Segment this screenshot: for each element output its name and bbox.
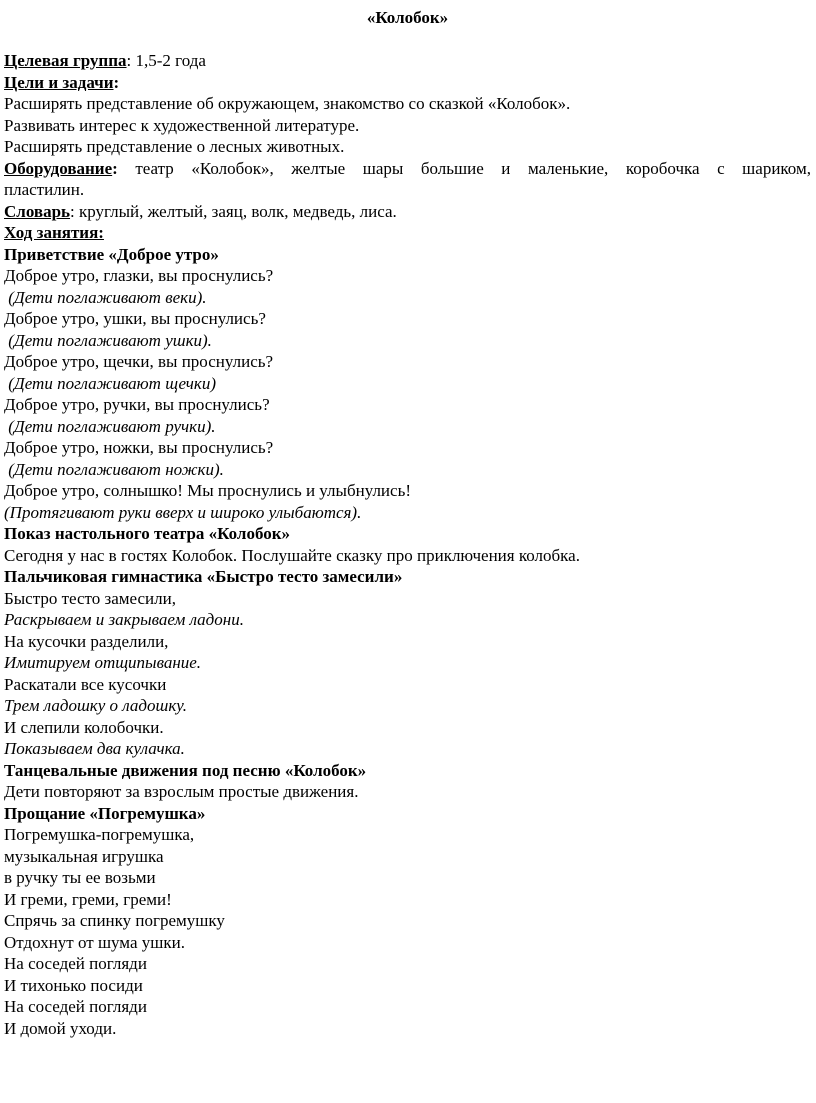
text-line <box>4 695 811 717</box>
document-title: «Колобок» <box>366 8 449 27</box>
text-segment: На соседей погляди <box>4 954 147 973</box>
text-line <box>4 609 811 631</box>
text-segment: : круглый, желтый, заяц, волк, медведь, лиса. <box>70 201 397 221</box>
text-line <box>4 437 811 459</box>
text-line <box>4 394 811 416</box>
text-line <box>4 330 811 352</box>
text-line <box>4 351 811 373</box>
text-segment: театр «Колобок», желтые шары большие и маленькие, коробочка с шариком, <box>117 158 811 178</box>
text-segment: Доброе утро, солнышко! Мы проснулись и улыбнулись! <box>4 481 411 500</box>
text-segment: И тихонько посиди <box>4 975 143 995</box>
text-line <box>4 631 811 653</box>
text-line <box>4 588 811 610</box>
text-line <box>4 975 811 997</box>
text-segment: Расширять представление о лесных животных. <box>4 137 345 156</box>
text-segment: Сегодня у нас в гостях Колобок. Послушайте сказку про приключения колобка. <box>4 545 580 565</box>
text-line <box>4 459 811 481</box>
text-segment: Танцевальные движения под песню «Колобок» <box>4 760 367 780</box>
text-segment: И слепили колобочки. <box>4 717 164 737</box>
text-segment: (Дети поглаживают веки). <box>4 287 207 307</box>
text-segment: Пальчиковая гимнастика «Быстро тесто замесили» <box>4 567 403 586</box>
text-line <box>4 738 811 760</box>
text-segment: И домой уходи. <box>4 1018 117 1038</box>
text-line <box>4 846 811 868</box>
text-segment: : <box>113 72 120 92</box>
text-line <box>4 373 811 395</box>
text-line <box>4 308 811 330</box>
text-segment: На кусочки разделили, <box>4 631 169 651</box>
text-segment: Показываем два кулачка. <box>4 739 185 758</box>
text-segment: Раскатали все кусочки <box>4 674 167 694</box>
document-body <box>4 29 811 1040</box>
text-line <box>4 287 811 309</box>
text-segment: Доброе утро, ножки, вы проснулись? <box>4 438 274 457</box>
text-segment: Дети повторяют за взрослым простые движения. <box>4 782 359 801</box>
text-segment: Развивать интерес к художественной литературе. <box>4 115 360 135</box>
text-segment: И греми, греми, греми! <box>4 889 172 909</box>
text-segment: На соседей погляди <box>4 997 147 1016</box>
text-line <box>4 480 811 502</box>
text-segment: Доброе утро, глазки, вы проснулись? <box>4 266 274 285</box>
text-segment: (Дети поглаживают ножки). <box>4 459 224 479</box>
text-segment: (Дети поглаживают ушки). <box>4 330 212 350</box>
text-segment: Быстро тесто замесили, <box>4 588 176 608</box>
text-line <box>4 760 811 782</box>
text-line <box>4 265 811 287</box>
text-segment: (Дети поглаживают ручки). <box>4 416 216 436</box>
text-segment: Имитируем отщипывание. <box>4 653 202 672</box>
text-segment: Показ настольного театра «Колобок» <box>4 524 291 543</box>
text-segment: Доброе утро, щечки, вы проснулись? <box>4 352 274 371</box>
text-line <box>4 115 811 137</box>
text-segment: Цели и задачи <box>4 72 114 92</box>
text-line <box>4 674 811 696</box>
text-line <box>4 545 811 567</box>
text-segment: Доброе утро, ушки, вы проснулись? <box>4 309 266 328</box>
text-segment: Трем ладошку о ладошку. <box>4 696 188 715</box>
text-line <box>4 996 811 1018</box>
text-segment: : <box>112 158 118 178</box>
text-line <box>4 652 811 674</box>
text-line <box>4 158 811 180</box>
text-segment: Приветствие «Доброе утро» <box>4 244 219 264</box>
text-segment: Прощание «Погремушка» <box>4 803 206 823</box>
text-line <box>4 50 811 72</box>
text-segment: музыкальная игрушка <box>4 846 164 866</box>
text-segment: : 1,5-2 года <box>126 51 206 70</box>
text-line <box>4 29 811 51</box>
text-line <box>4 502 811 524</box>
text-line <box>4 824 811 846</box>
text-line <box>4 244 811 266</box>
text-line <box>4 523 811 545</box>
text-line <box>4 932 811 954</box>
text-segment: Спрячь за спинку погремушку <box>4 911 225 930</box>
text-line <box>4 953 811 975</box>
text-line <box>4 867 811 889</box>
text-segment: Словарь <box>4 201 71 221</box>
text-line <box>4 803 811 825</box>
text-segment: Целевая группа <box>4 51 127 70</box>
text-line <box>4 416 811 438</box>
text-segment: Ход занятия: <box>4 223 104 242</box>
text-segment: в ручку ты ее возьми <box>4 868 156 887</box>
text-line <box>4 910 811 932</box>
text-line <box>4 1018 811 1040</box>
text-segment: Отдохнут от шума ушки. <box>4 932 185 952</box>
text-segment: Раскрываем и закрываем ладони. <box>4 610 244 629</box>
text-segment: Расширять представление об окружающем, знакомство со сказкой «Колобок». <box>4 94 571 113</box>
text-segment: Погремушка-погремушка, <box>4 825 195 844</box>
text-segment: Оборудование <box>4 158 113 178</box>
text-segment: пластилин. <box>4 180 85 199</box>
text-line <box>4 222 811 244</box>
text-line <box>4 93 811 115</box>
text-line <box>4 566 811 588</box>
text-segment: (Протягивают руки вверх и широко улыбаются). <box>4 502 362 522</box>
text-line <box>4 201 811 223</box>
text-line <box>4 72 811 94</box>
text-line <box>4 136 811 158</box>
text-segment: (Дети поглаживают щечки) <box>4 373 216 393</box>
text-line <box>4 717 811 739</box>
text-segment: Доброе утро, ручки, вы проснулись? <box>4 395 270 414</box>
text-line <box>4 179 811 201</box>
text-line <box>4 889 811 911</box>
text-line <box>4 781 811 803</box>
